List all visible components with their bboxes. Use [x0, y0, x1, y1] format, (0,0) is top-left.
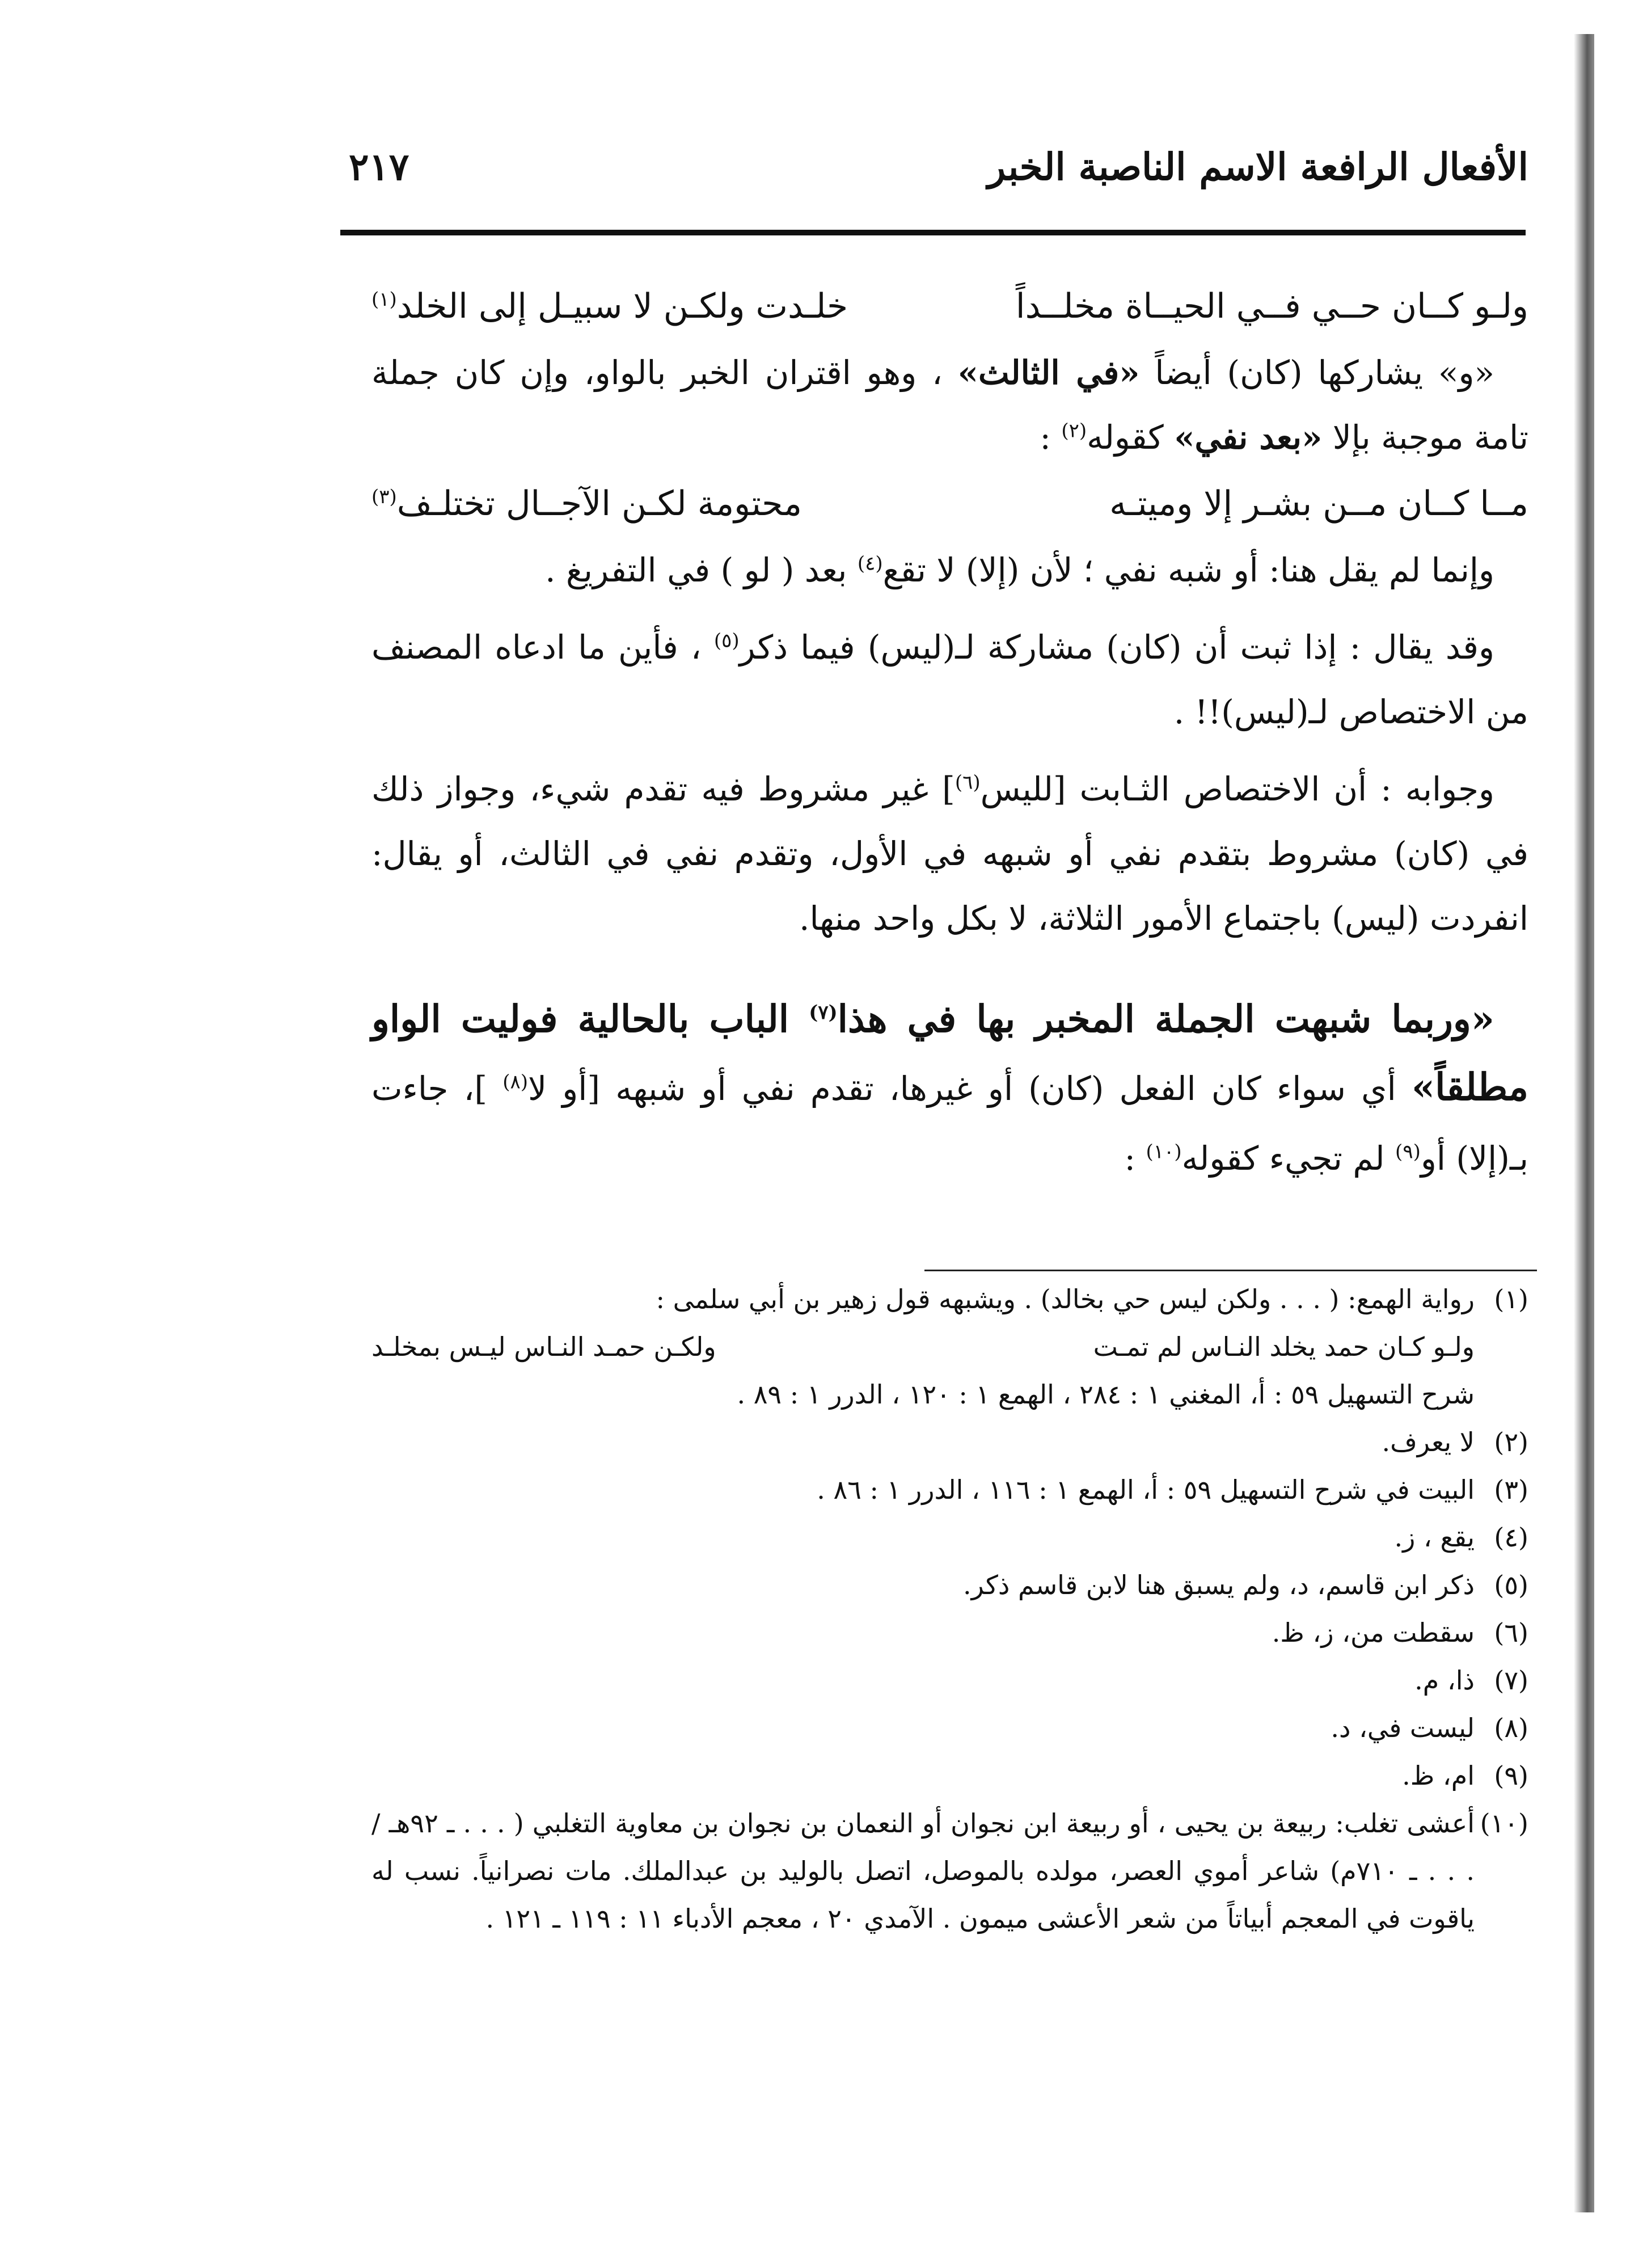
paragraph-3: وقد يقال : إذا ثبت أن (كان) مشاركة لـ(ليس) فيما ذكر$^{(٥)}$ ، فأين ما ادعاه المصنف من الاختصاص لـ(ليس)!! . [371, 628, 1528, 731]
verse-2 [371, 470, 1528, 538]
footnote-number: (٩) [1494, 1760, 1528, 1791]
footnote-ref-3: (٣) [371, 486, 397, 508]
footnote-text: البيت في شرح التسهيل ٥٩ : أ، الهمع ١ : ١١٦ ، الدرر ١ : ٨٦ . [817, 1474, 1475, 1505]
paragraph-2: وإنما لم يقل هنا: أو شبه نفي ؛ لأن (إلا) لا تقع$^{(٤)}$ بعد ( لو ) في التفريغ . [545, 551, 1494, 589]
footnote-5 [371, 1561, 1528, 1609]
footnote-number: (٣) [1494, 1474, 1528, 1505]
paragraph-4: وجوابه : أن الاختصاص الثـابت [لليس$^{(٦)}$] غير مشروط فيه تقدم شيء، وجواز ذلك في (كان) مشروط بتقدم نفي أو شبهه في الأول، وتقدم نفي في الثالث، أو يقال: انفردت (ليس) باجتماع الأمور الثلاثة، لا بكل واحد منها. [371, 770, 1528, 938]
footnote-number: (١٠) [1480, 1808, 1528, 1839]
header-rule [340, 230, 1526, 235]
footnote-number: (٧) [1494, 1665, 1528, 1696]
footnote-ref-7: (٧) [809, 1001, 838, 1024]
footnote-text: يقع ، ز. [1394, 1522, 1475, 1553]
footnote-ref-10: (١٠) [1146, 1140, 1182, 1163]
verse-1-second-half: خلـدت ولكـن لا سبيـل إلى الخلد$^{(١)}$ [371, 286, 848, 326]
footnote-ref-8: (٨) [502, 1070, 528, 1094]
footnote-ref-1: (١) [371, 288, 397, 311]
footnote-ref-2: (٢) [1061, 419, 1087, 442]
page-number: ٢١٧ [349, 145, 409, 189]
footnote-verse [371, 1323, 1475, 1371]
footnote-verse-second-half: ولكـن حمـد النـاس ليـس بمخلـد [371, 1331, 716, 1362]
footnote-number: (٢) [1494, 1427, 1528, 1457]
footnote-text: لا يعرف. [1382, 1427, 1475, 1457]
footnote-2 [371, 1418, 1528, 1466]
footnote-1 [371, 1275, 1528, 1418]
footnote-verse-first-half: ولـو كـان حمد يخلد النـاس لم تمـت [1093, 1331, 1475, 1362]
footnote-number: (١) [1494, 1284, 1528, 1314]
paragraph-5: «وربما شبهت الجملة المخبر بها في هذا$^{(٧)}$ الباب بالحالية فوليت الواو مطلقاً» أي سواء كان الفعل (كان) أو غيرها، تقدم نفي أو شبهه [أو لا$^{(٨)}$ ]، جاءت بـ(إلا) أو$^{(٩)}$ لم تجيء كقوله$^{(١٠)}$ : [371, 997, 1529, 1178]
footnote-text: ذا، م. [1414, 1665, 1475, 1696]
paragraph-1: «و» يشاركها (كان) أيضاً «في الثالث» ، وهو اقتران الخبر بالواو، وإن كان جملة تامة موجبة بإلا «بعد نفي» كقوله$^{(٢)}$ : [371, 353, 1528, 457]
footnote-text: ذكر ابن قاسم، د، ولم يسبق هنا لابن قاسم ذكر. [963, 1570, 1475, 1600]
footnote-ref-9: (٩) [1395, 1140, 1421, 1163]
page-binding-shadow [1574, 34, 1594, 2212]
page-title: الأفعال الرافعة الاسم الناصبة الخبر [987, 145, 1528, 189]
verse-2-second-half: محتومة لكـن الآجــال تختلـف$^{(٣)}$ [371, 484, 803, 524]
footnote-ref-5: (٥) [713, 629, 740, 652]
footnote-ref-4: (٤) [857, 552, 883, 575]
footnote-text: ليست في، د. [1331, 1713, 1475, 1743]
running-header [349, 133, 1528, 213]
footnote-text: سقطت من، ز، ظ. [1272, 1617, 1475, 1648]
footnote-ref-6: (٦) [955, 771, 981, 794]
footnote-number: (٨) [1494, 1713, 1528, 1743]
footnote-8 [371, 1704, 1528, 1752]
footnote-4 [371, 1514, 1528, 1561]
footnote-number: (٤) [1494, 1522, 1528, 1553]
footnote-7 [371, 1656, 1528, 1704]
footnote-9 [371, 1752, 1528, 1799]
main-text [371, 272, 1528, 1192]
verse-1-first-half: ولـو كــان حــي فــي الحيــاة مخلــداً [1015, 286, 1528, 326]
footnote-6 [371, 1609, 1528, 1656]
footnote-number: (٥) [1494, 1570, 1528, 1600]
footnote-3 [371, 1466, 1528, 1514]
footnote-text: رواية الهمع: ( . . . ولكن ليس حي بخالد) . ويشبهه قول زهير بن أبي سلمى : [656, 1284, 1475, 1314]
footnotes [371, 1275, 1528, 1942]
footnote-10 [371, 1799, 1528, 1942]
footnote-separator [924, 1270, 1537, 1271]
verse-2-first-half: مــا كــان مــن بشـر إلا وميتـه [1109, 484, 1528, 524]
footnote-text: أعشى تغلب: ربيعة بن يحيى ، أو ربيعة ابن نجوان أو النعمان بن نجوان بن معاوية التغلبي ( . . . ـ ٩٢هـ / . . . ـ ٧١٠م) شاعر أموي العصر، مولده بالموصل، اتصل بالوليد بن عبدالملك. مات نصرانياً. نسب له ياقوت في المعجم أبياتاً من شعر الأعشى ميمون . الآمدي ٢٠ ، معجم الأدباء ١١ : ١١٩ ـ ١٢١ . [371, 1808, 1475, 1934]
footnote-sources: شرح التسهيل ٥٩ : أ، المغني ١ : ٢٨٤ ، الهمع ١ : ١٢٠ ، الدرر ١ : ٨٩ . [737, 1379, 1475, 1410]
footnote-number: (٦) [1494, 1617, 1528, 1648]
verse-1 [371, 272, 1528, 340]
footnote-text: ام، ظ. [1402, 1760, 1475, 1791]
